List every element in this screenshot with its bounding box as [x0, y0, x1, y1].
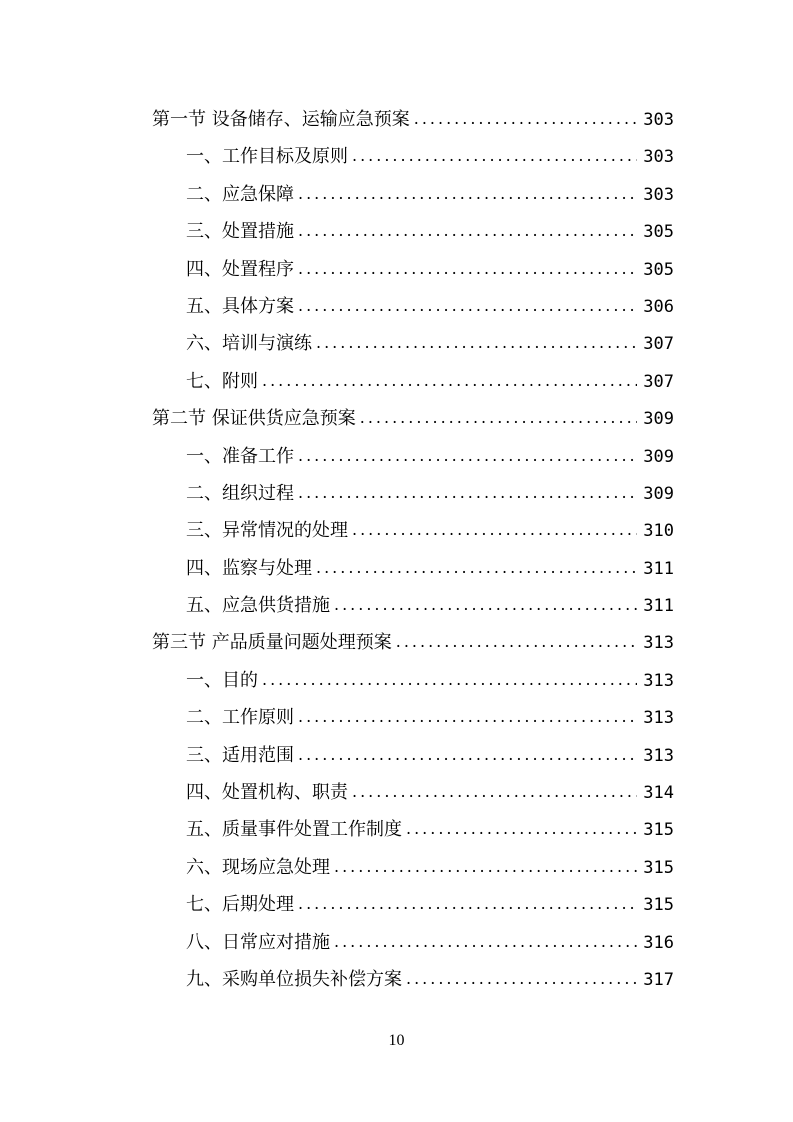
toc-subsection-entry[interactable] [152, 438, 674, 475]
toc-subsection-entry[interactable] [152, 512, 674, 549]
toc-entry-page-number: 317 [643, 969, 674, 990]
toc-subsection-entry[interactable] [152, 886, 674, 923]
toc-entry-page-number: 306 [643, 296, 674, 317]
toc-subsection-entry[interactable] [152, 138, 674, 175]
toc-subsection-entry[interactable] [152, 774, 674, 811]
toc-subsection-entry[interactable] [152, 737, 674, 774]
toc-subsection-entry[interactable] [152, 251, 674, 288]
toc-subsection-entry[interactable] [152, 811, 674, 848]
toc-entry-page-number: 314 [643, 783, 674, 804]
toc-entry-label: 九、采购单位损失补偿方案 [186, 968, 402, 990]
toc-section-entry[interactable] [152, 624, 674, 661]
toc-dot-leader [334, 586, 637, 623]
toc-section-entry[interactable] [152, 400, 674, 437]
toc-entry-page-number: 303 [643, 110, 674, 130]
toc-dot-leader [406, 960, 637, 997]
toc-dot-leader [298, 287, 637, 324]
toc-dot-leader [352, 511, 637, 548]
toc-dot-leader [298, 437, 637, 474]
toc-dot-leader [262, 362, 637, 399]
toc-entry-page-number: 305 [643, 259, 674, 280]
toc-dot-leader [298, 736, 637, 773]
toc-entry-page-number: 307 [643, 334, 674, 355]
toc-subsection-entry[interactable] [152, 288, 674, 325]
toc-dot-leader [298, 250, 637, 287]
toc-entry-page-number: 309 [643, 409, 674, 430]
toc-entry-label: 七、后期处理 [186, 894, 294, 916]
toc-subsection-entry[interactable] [152, 849, 674, 886]
toc-entry-label: 一、准备工作 [186, 445, 294, 467]
toc-subsection-entry[interactable] [152, 924, 674, 961]
toc-entry-label: 四、处置程序 [186, 258, 294, 280]
toc-dot-leader [316, 324, 637, 361]
toc-entry-page-number: 313 [643, 670, 674, 691]
toc-entry-label: 二、组织过程 [186, 482, 294, 504]
toc-entry-label: 二、应急保障 [186, 183, 294, 205]
toc-entry-label: 一、工作目标及原则 [186, 146, 348, 168]
toc-entry-label: 一、目的 [186, 669, 258, 691]
toc-dot-leader [262, 661, 637, 698]
toc-dot-leader [406, 810, 637, 847]
toc-dot-leader [298, 474, 637, 511]
toc-subsection-entry[interactable] [152, 961, 674, 998]
toc-subsection-entry[interactable] [152, 699, 674, 736]
toc-subsection-entry[interactable] [152, 662, 674, 699]
toc-subsection-entry[interactable] [152, 475, 674, 512]
toc-entry-label: 第二节 保证供货应急预案 [152, 408, 356, 430]
toc-entry-page-number: 303 [643, 184, 674, 205]
toc-entry-page-number: 303 [643, 147, 674, 168]
toc-entry-label: 第一节 设备储存、运输应急预案 [152, 109, 410, 130]
toc-entry-page-number: 315 [643, 895, 674, 916]
toc-dot-leader [298, 698, 637, 735]
toc-entry-page-number: 313 [643, 633, 674, 654]
toc-entry-label: 四、处置机构、职责 [186, 782, 348, 804]
toc-dot-leader [352, 137, 637, 174]
toc-dot-leader [316, 549, 637, 586]
toc-entry-page-number: 311 [643, 558, 674, 579]
toc-entry-label: 八、日常应对措施 [186, 931, 330, 953]
toc-dot-leader [414, 100, 638, 137]
toc-entry-page-number: 316 [643, 932, 674, 953]
table-of-contents [152, 101, 674, 998]
toc-entry-label: 四、监察与处理 [186, 557, 312, 579]
toc-entry-page-number: 315 [643, 857, 674, 878]
toc-entry-page-number: 310 [643, 521, 674, 542]
toc-entry-page-number: 313 [643, 745, 674, 766]
toc-section-entry[interactable] [152, 101, 674, 138]
toc-entry-label: 六、现场应急处理 [186, 856, 330, 878]
toc-entry-label: 二、工作原则 [186, 707, 294, 729]
toc-subsection-entry[interactable] [152, 176, 674, 213]
toc-dot-leader [360, 399, 638, 436]
toc-subsection-entry[interactable] [152, 587, 674, 624]
toc-entry-page-number: 309 [643, 483, 674, 504]
toc-dot-leader [334, 923, 637, 960]
toc-subsection-entry[interactable] [152, 550, 674, 587]
toc-dot-leader [396, 623, 638, 660]
toc-entry-label: 第三节 产品质量问题处理预案 [152, 632, 392, 654]
toc-entry-label: 三、适用范围 [186, 744, 294, 766]
toc-dot-leader [298, 175, 637, 212]
toc-subsection-entry[interactable] [152, 213, 674, 250]
toc-entry-label: 五、质量事件处置工作制度 [186, 819, 402, 841]
toc-entry-label: 五、具体方案 [186, 295, 294, 317]
toc-dot-leader [352, 773, 637, 810]
toc-entry-page-number: 315 [643, 820, 674, 841]
toc-entry-label: 六、培训与演练 [186, 333, 312, 355]
toc-dot-leader [298, 212, 637, 249]
toc-entry-page-number: 309 [643, 446, 674, 467]
toc-entry-label: 三、异常情况的处理 [186, 520, 348, 542]
toc-entry-page-number: 307 [643, 371, 674, 392]
toc-entry-label: 七、附则 [186, 370, 258, 392]
toc-subsection-entry[interactable] [152, 325, 674, 362]
toc-dot-leader [334, 848, 637, 885]
toc-entry-page-number: 305 [643, 222, 674, 243]
toc-entry-label: 五、应急供货措施 [186, 595, 330, 617]
toc-entry-page-number: 311 [643, 596, 674, 617]
toc-entry-label: 三、处置措施 [186, 221, 294, 243]
toc-entry-page-number: 313 [643, 708, 674, 729]
toc-subsection-entry[interactable] [152, 363, 674, 400]
page-number: 10 [388, 1032, 405, 1049]
toc-dot-leader [298, 885, 637, 922]
